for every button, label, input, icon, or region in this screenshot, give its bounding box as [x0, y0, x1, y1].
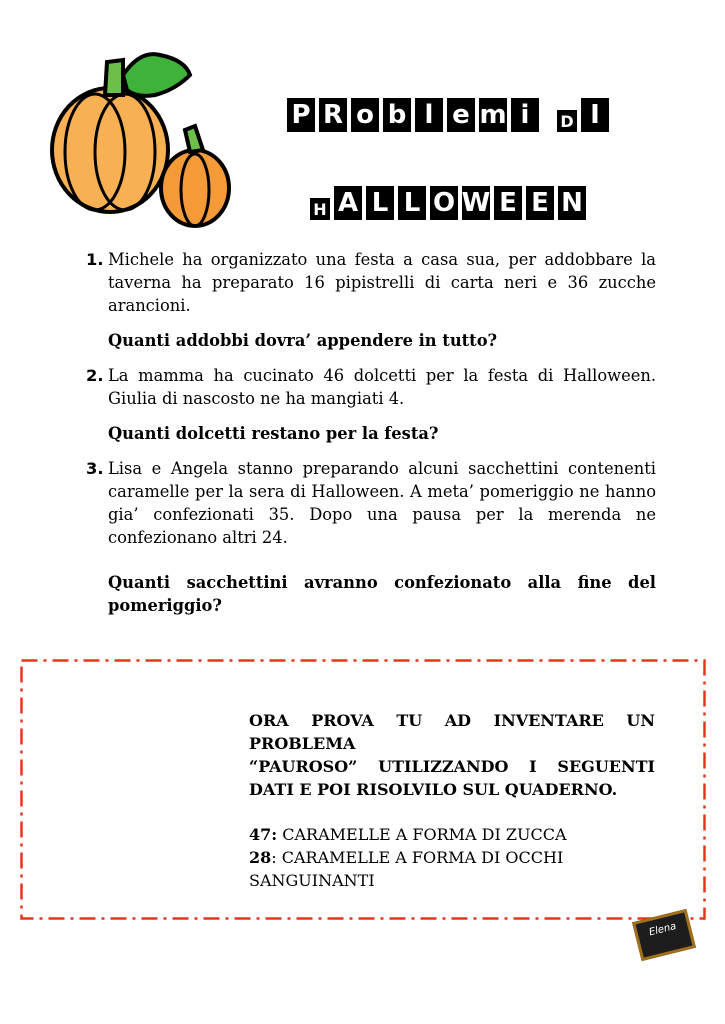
title-letter: N — [558, 186, 586, 220]
problem-text: La mamma ha cucinato 46 dolcetti per la festa di Halloween. Giulia di nascosto ne ha mangiati 4. — [108, 366, 656, 408]
invent-problem-section — [249, 709, 655, 892]
data-label: CARAMELLE A FORMA DI ZUCCA — [277, 825, 567, 844]
title-letter: L — [366, 186, 394, 220]
title-letter: O — [430, 186, 458, 220]
title-letter: H — [310, 198, 330, 220]
problem-number: 1. — [86, 250, 104, 269]
data-item — [249, 823, 655, 846]
data-value: 28 — [249, 848, 272, 867]
problem-1 — [86, 248, 656, 352]
pumpkins-illustration — [45, 50, 240, 230]
title-letter: R — [319, 98, 347, 132]
title-letter: l — [415, 98, 443, 132]
title-letter: E — [494, 186, 522, 220]
problem-question: Quanti sacchettini avranno confezionato alla fine del pomeriggio? — [108, 573, 656, 615]
title-letter: A — [334, 186, 362, 220]
title-letter: e — [447, 98, 475, 132]
problem-question: Quanti dolcetti restano per la festa? — [108, 424, 439, 443]
signature-text: Elena — [647, 920, 678, 939]
title-letter: W — [461, 188, 491, 218]
title-letter: E — [526, 186, 554, 220]
title-letter: o — [351, 98, 379, 132]
title-letter: i — [511, 98, 539, 132]
problem-text: Lisa e Angela stanno preparando alcuni sacchettini contenenti caramelle per la sera di Halloween. A meta’ pomeriggio ne hanno gia’ confezionati 35. Dopo una pausa per la merenda ne confezionano altri 24. — [108, 459, 656, 547]
data-label: : CARAMELLE A FORMA DI OCCHI SANGUINANTI — [249, 848, 564, 890]
problem-3 — [86, 457, 656, 617]
problem-number: 2. — [86, 366, 104, 385]
problem-text: Michele ha organizzato una festa a casa sua, per addobbare la taverna ha preparato 16 pipistrelli di carta neri e 36 zucche arancioni. — [108, 250, 656, 315]
instruction-line-1: ORA PROVA TU AD INVENTARE UN PROBLEMA — [249, 711, 655, 753]
title-letter: D — [557, 110, 577, 132]
data-value: 47: — [249, 825, 278, 844]
title-letter: P — [287, 98, 315, 132]
title-letter: I — [581, 98, 609, 132]
title-letter: L — [398, 186, 426, 220]
title-line-2 — [310, 186, 590, 220]
title-line-1 — [287, 98, 613, 132]
title-letter: b — [383, 98, 411, 132]
instruction-line-2: “PAUROSO” UTILIZZANDO I SEGUENTI DATI E POI RISOLVILO SUL QUADERNO. — [249, 757, 655, 799]
problem-2 — [86, 364, 656, 445]
problem-number: 3. — [86, 459, 104, 478]
title-letter: m — [479, 100, 507, 130]
problem-question: Quanti addobbi dovra’ appendere in tutto? — [108, 331, 498, 350]
data-item — [249, 846, 655, 892]
